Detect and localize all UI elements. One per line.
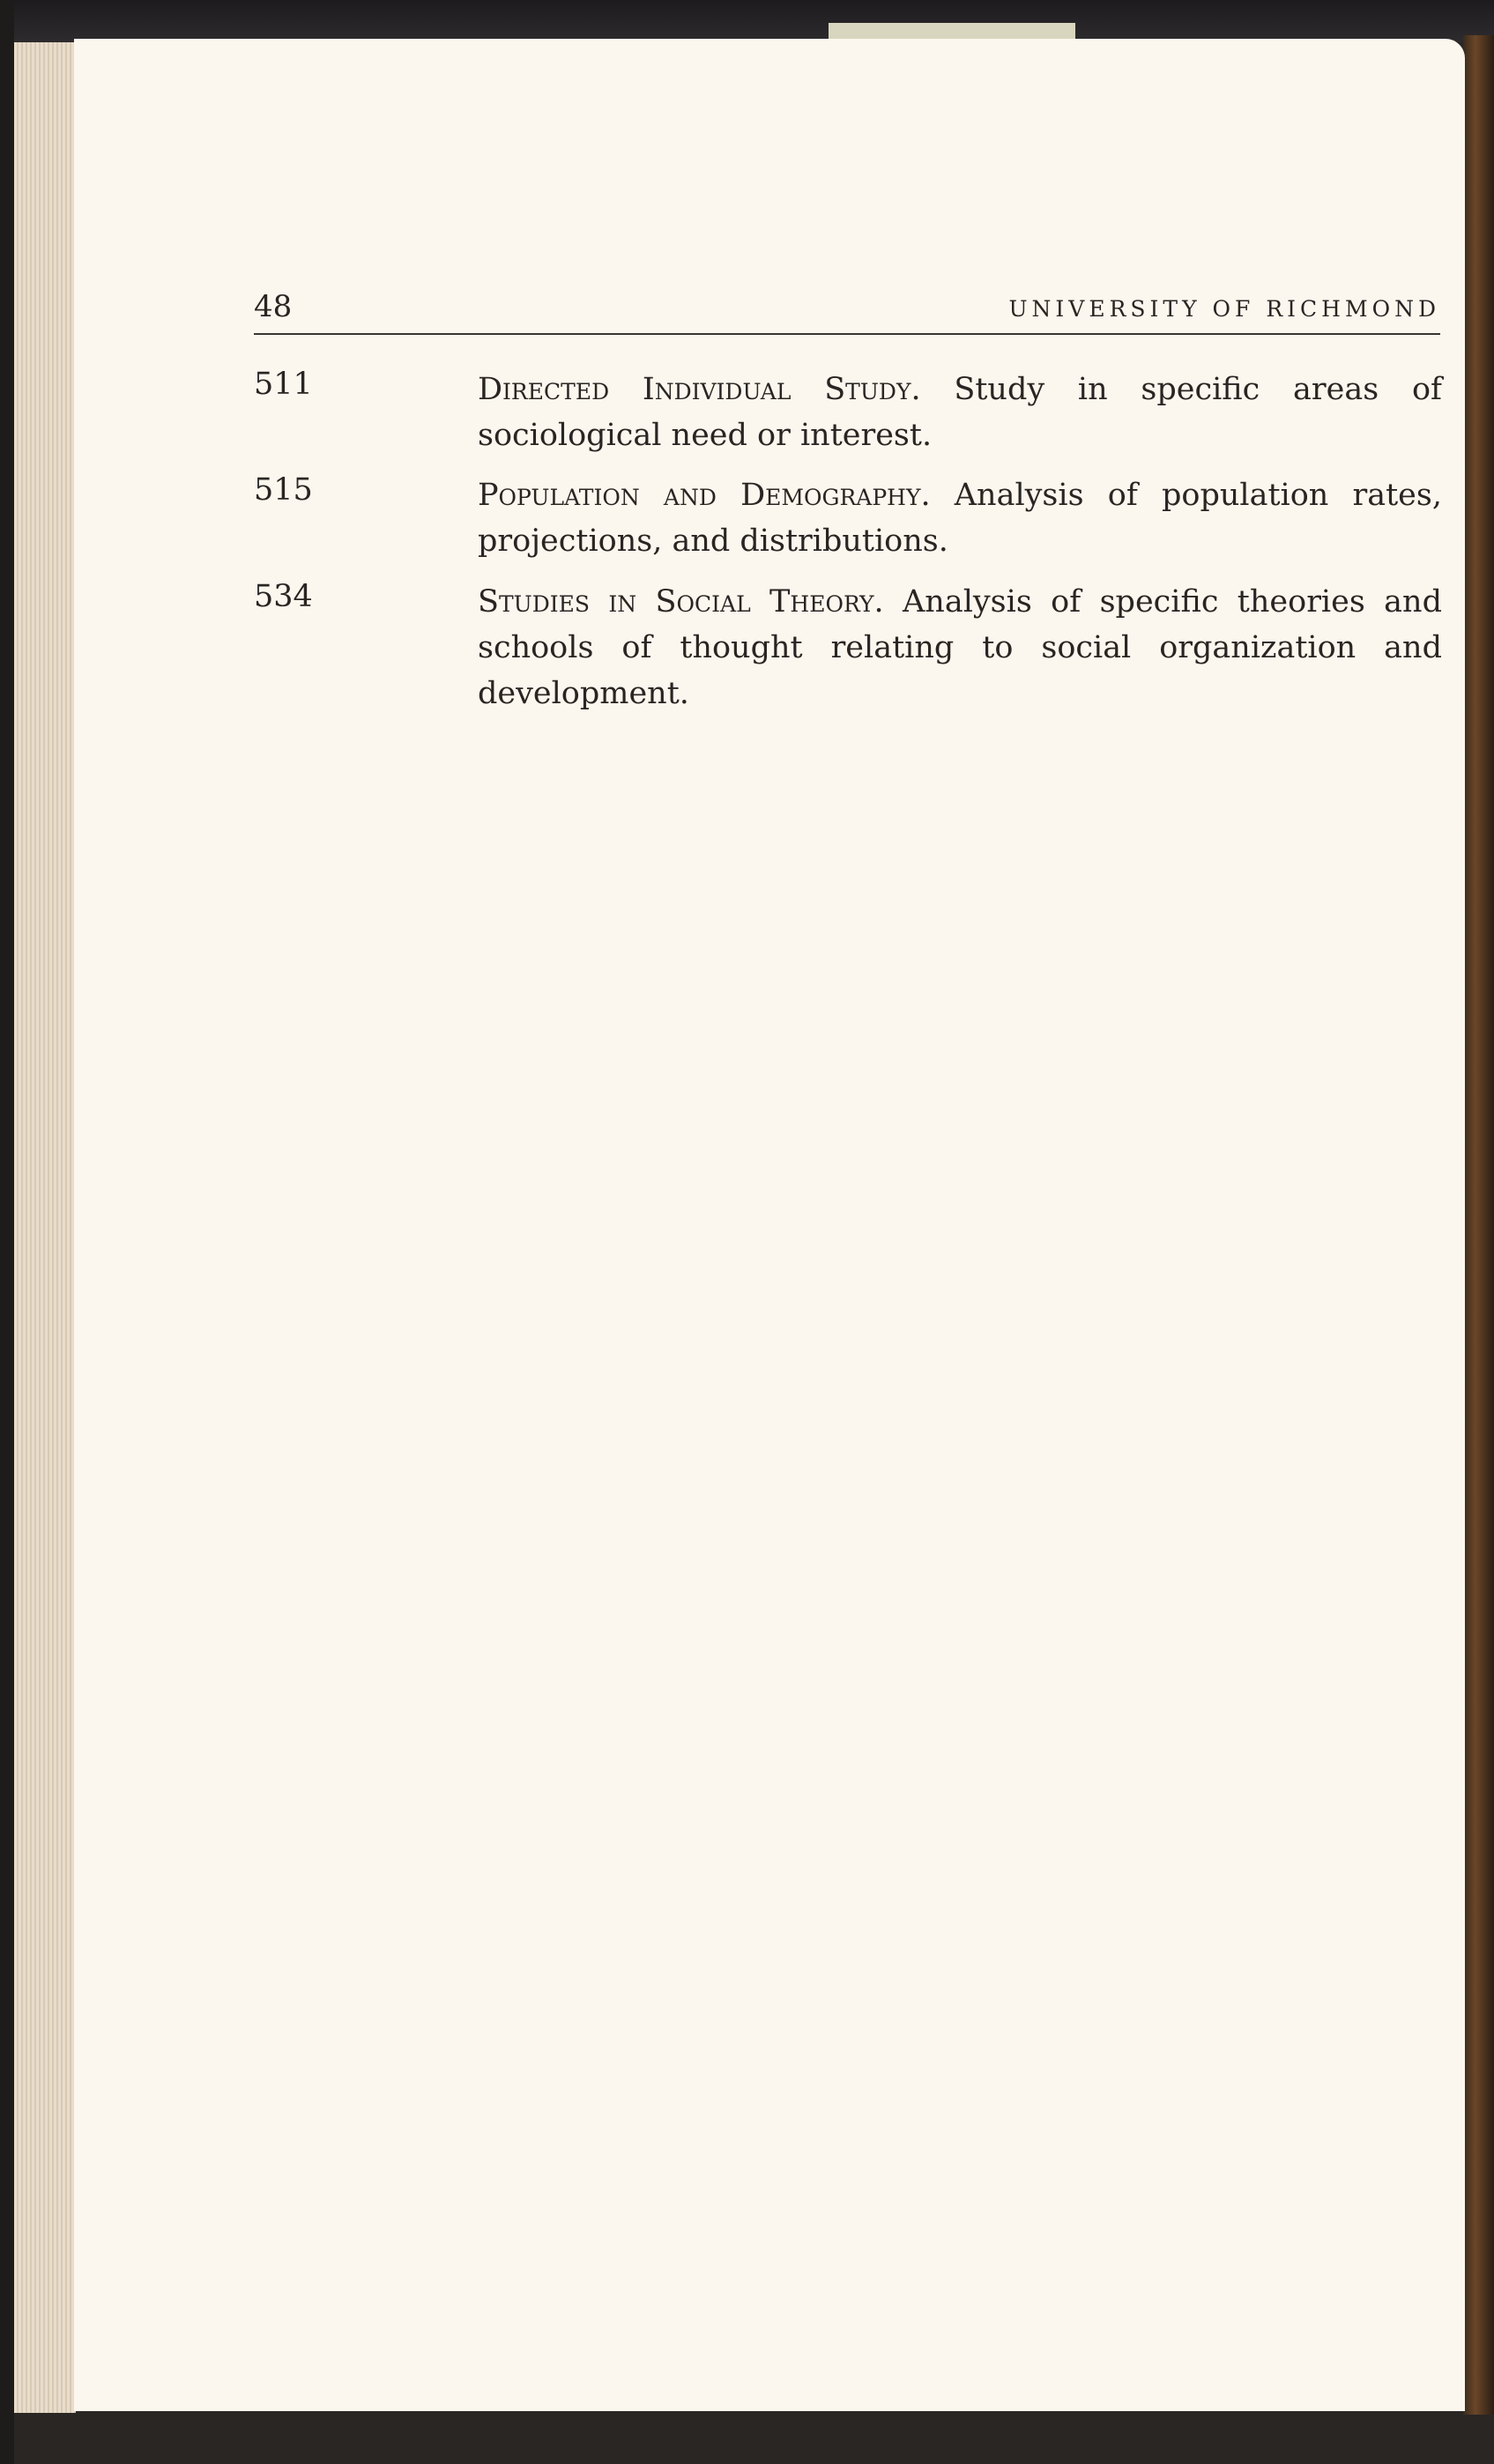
course-description: Study in specific areas of sociological need or interest. xyxy=(478,372,1442,453)
page-edges xyxy=(14,42,76,2413)
page-number: 48 xyxy=(254,289,293,324)
course-number: 511 xyxy=(254,367,313,402)
course-number: 515 xyxy=(254,472,313,508)
course-text xyxy=(478,367,1442,458)
course-text xyxy=(478,472,1442,564)
course-description: Analysis of population rates, projections, and distributions. xyxy=(478,478,1442,559)
book-cover-top xyxy=(0,0,1494,42)
course-title: Directed Individual Study. xyxy=(478,372,921,407)
course-description: Analysis of specific theories and schools of thought relating to social organization and development. xyxy=(478,584,1442,711)
page-header xyxy=(254,280,1440,335)
course-number: 534 xyxy=(254,579,313,614)
course-title: Studies in Social Theory. xyxy=(478,584,884,620)
course-text xyxy=(478,579,1442,716)
running-head: UNIVERSITY OF RICHMOND xyxy=(1008,296,1440,322)
book-cover-right-edge xyxy=(1463,35,1494,2415)
book-spine xyxy=(0,0,14,2464)
course-title: Population and Demography. xyxy=(478,478,931,513)
